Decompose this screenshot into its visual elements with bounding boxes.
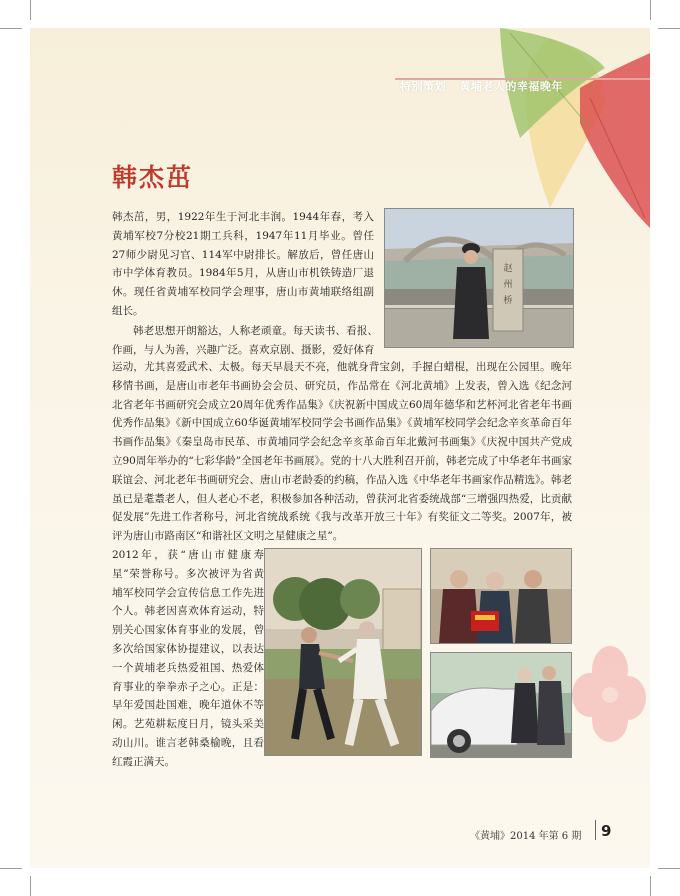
crop-mark: [658, 28, 680, 29]
crop-mark: [658, 868, 680, 869]
article-title: 韩杰茁: [112, 163, 194, 192]
autumn-leaves-decoration: [430, 28, 650, 238]
footer-issue: 《黄埔》2014 年第 6 期: [470, 831, 582, 842]
crop-mark: [0, 28, 22, 29]
paragraph-biography: 韩杰茁，男，1922年生于河北丰润。1944年春，考入黄埔军校7分校21期工兵科，1947年11月毕业。曾任27师少尉见习官、114军中尉排长。解放后，曾任唐山市中学体育教员。1984年5月，从唐山市机铁铸造厂退休。现任省黄埔军校同学会理事，唐山市黄埔联络组副组长。: [112, 211, 374, 317]
footer-rule: [595, 820, 596, 840]
photo-couple-car: [430, 652, 572, 758]
section-header: 特别策划 · 黄埔老人的幸福晚年: [400, 80, 563, 93]
photo-zhaozhou-bridge: [384, 208, 574, 348]
paragraph-achievements: 运动，尤其喜爱武术、太极。每天早晨天不亮，他就身背宝剑，手握白蜡棍，出现在公园里。晚年移情书画，是唐山市老年书画协会会员、研究员，作品常在《河北黄埔》上发表，曾入选《纪念河北省老年书画研究会成立20周年优秀作品集》《庆祝新中国成立60周年德华和艺杯河北省老年书画优秀作品集》《新中国成立60华诞黄埔军校同学会书画作品集》《黄埔军校同学会纪念辛亥革命百年书画作品集》《秦皇岛市民革、市黄埔同学会纪念辛亥革命百年北戴河书画集》《庆祝中国共产党成立90周年举办的“七彩华龄”全国老年书画展》。党的十八大胜利召开前，韩老完成了中华老年书画家联谊会、河北老年书画研究会、唐山市老龄委的约稿，作品入选《中华老年书画家作品精选》。韩老虽已是耄耋老人，但人老心不老，积极参加各种活动，曾获河北省委统战部“三增强四热爱，比贡献促发展”先进工作者称号，河北省统战系统《我与改革开放三十年》有奖征文二等奖。2007年，被评为唐山市路南区“和谐社区文明之星健康之星”。: [112, 361, 572, 543]
stele-char-3: 桥: [503, 296, 513, 306]
crop-mark: [30, 876, 31, 896]
stele-char-1: 赵: [503, 264, 513, 274]
pink-flower-decoration: [570, 640, 650, 760]
page-number: 9: [601, 822, 612, 840]
stele-char-2: 州: [503, 280, 513, 290]
paragraph-closing: 2012年，获“唐山市健康寿星”荣誉称号。多次被评为省黄埔军校同学会宣传信息工作先进个人。韩老因喜欢体育运动，特别关心国家体育事业的发展，曾多次给国家体协提建议，以表达一个黄埔老兵热爱祖国、热爱体育事业的拳拳赤子之心。正是：早年爱国赴国难，晚年道休不等闲。艺苑耕耘度日月，镜头采美动山川。谁言老韩桑榆晚，且看红霞正满天。: [112, 549, 264, 768]
crop-mark: [650, 0, 651, 20]
crop-mark: [30, 0, 31, 20]
crop-mark: [0, 868, 22, 869]
paragraph-hobbies-intro: 韩老思想开朗豁达，人称老顽童。每天读书、看报、作画，与人为善，兴趣广泛。喜欢京剧、摄影，爱好体育: [112, 325, 378, 356]
crop-mark: [650, 876, 651, 896]
photo-tai-chi: [264, 548, 422, 756]
photo-book-presentation: [430, 548, 572, 644]
